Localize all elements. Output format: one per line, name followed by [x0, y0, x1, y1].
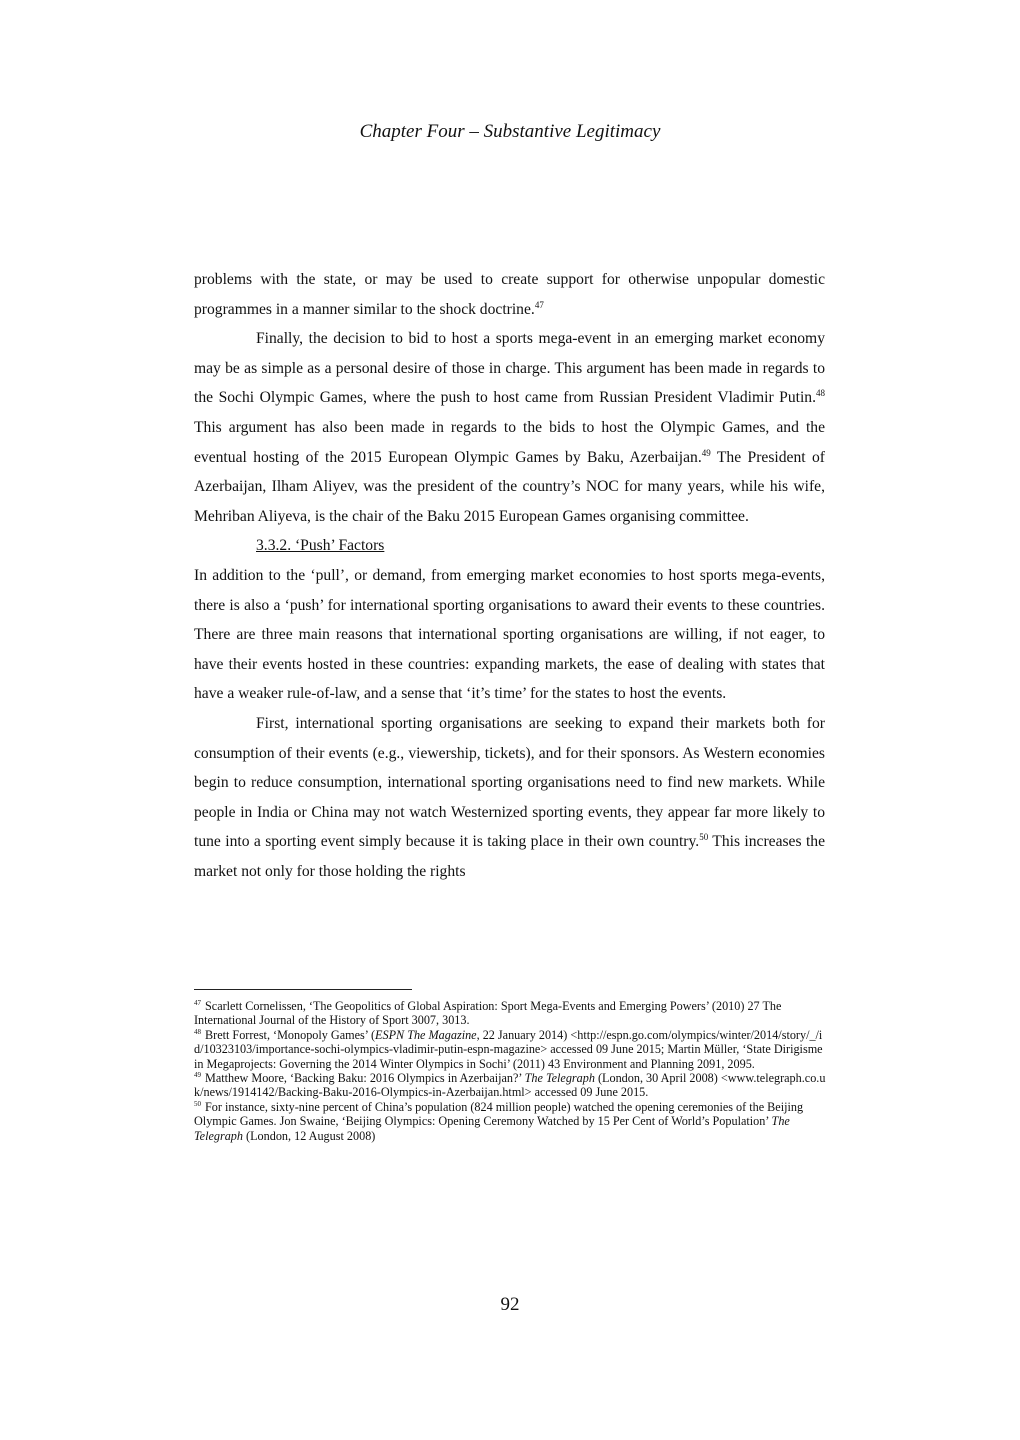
body-text	[194, 265, 825, 886]
paragraph-4-text-b: This increases the market not only for those holding the rights	[194, 833, 825, 880]
page-number: 92	[500, 1294, 520, 1315]
paragraph-2	[194, 324, 825, 531]
section-heading	[194, 531, 825, 561]
footnote-text: Matthew Moore, ‘Backing Baku: 2016 Olympics in Azerbaijan?’	[205, 1071, 525, 1086]
footnote-number: 49	[194, 1070, 201, 1079]
footnote-ref-47[interactable]: 47	[534, 299, 544, 310]
footnote-ref-48[interactable]: 48	[816, 388, 825, 399]
paragraph-3: In addition to the ‘pull’, or demand, from emerging market economies to host sports mega-events, there is also a ‘push’ for international sporting organisations to award their events to these countries. There are three main reasons that international sporting organisations are willing, if not eager, to have their events hosted in these countries: expanding markets, the ease of dealing with states that have a weaker rule-of-law, and a sense that ‘it’s time’ for the states to host the events.	[194, 566, 825, 703]
paragraph-2-text-c: The President of Azerbaijan, Ilham Aliyev, was the president of the country’s NOC for many years, while his wife, Mehriban Aliyeva, is the chair of the Baku 2015 European Games organising committee.	[194, 448, 825, 525]
footnote-text: Scarlett Cornelissen, ‘The Geopolitics of Global Aspiration: Sport Mega-Events and Emerging Powers’ (2010) 27 The International Journal of the History of Sport 3007, 3013.	[194, 999, 782, 1028]
paragraph-2-text-a: Finally, the decision to bid to host a sports mega-event in an emerging market economy may be as simple as a personal desire of those in charge. This argument has been made in regards to the Sochi Olympic Games, where the push to host came from Russian President Vladimir Putin.	[194, 330, 825, 407]
footnote-text: For instance, sixty-nine percent of China’s population (824 million people) watched the opening ceremonies of the Beijing Olympic Games. Jon Swaine, ‘Beijing Olympics: Opening Ceremony Watched by 15 Per Cent of World’s Population’	[194, 1099, 804, 1129]
footnote-url[interactable]: <www.telegraph.co.uk/news/1914142/Backing-Baku-2016-Olympics-in-Azerbaijan.html>	[194, 1071, 826, 1100]
section-heading-text: 3.3.2. ‘Push’ Factors	[256, 537, 385, 555]
footnote-48	[194, 1028, 826, 1071]
footnote-italic-title: The Telegraph	[194, 1114, 790, 1143]
footnote-number: 48	[194, 1027, 201, 1036]
paragraph-4	[194, 709, 825, 887]
footnote-text: (London, 30 April 2008)	[594, 1071, 721, 1086]
footnote-ref-50[interactable]: 50	[699, 832, 709, 843]
footnote-text: (London, 12 August 2008)	[242, 1128, 376, 1143]
footnote-separator	[194, 989, 412, 990]
footnote-ref-49[interactable]: 49	[701, 447, 711, 458]
footnote-italic-title: The Telegraph	[524, 1071, 595, 1086]
footnote-50	[194, 1100, 826, 1143]
footnote-italic-title: ESPN The Magazine	[375, 1027, 477, 1042]
paragraph-1	[194, 265, 825, 324]
footnote-text: Brett Forrest, ‘Monopoly Games’ (	[205, 1027, 376, 1042]
footnote-text: accessed 09 June 2015.	[531, 1085, 649, 1100]
footnote-number: 47	[194, 998, 201, 1007]
footnote-number: 50	[194, 1099, 201, 1108]
footnotes	[194, 999, 826, 1143]
footnote-47	[194, 999, 826, 1028]
running-header: Chapter Four – Substantive Legitimacy	[359, 121, 661, 142]
paragraph-2-text-b: This argument has also been made in regards to the bids to host the Olympic Games, and the eventual hosting of the 2015 European Olympic Games by Baku, Azerbaijan.	[194, 418, 825, 466]
footnote-url[interactable]: <http://espn.go.com/olympics/winter/2014/story/_/id/10323103/importance-sochi-olympics-vladimir-putin-espn-magazine>	[194, 1027, 823, 1057]
footnote-text: , 22 January 2014)	[476, 1027, 571, 1042]
paragraph-4-text-a: First, international sporting organisations are seeking to expand their markets both for consumption of their events (e.g., viewership, tickets), and for their sponsors. As Western economies begin to reduce consumption, international sporting organisations need to find new markets. While people in India or China may not watch Westernized sporting events, they appear far more likely to tune into a sporting event simply because it is taking place in their own country.	[194, 714, 825, 851]
footnote-text: accessed 09 June 2015; Martin Müller, ‘State Dirigisme in Megaprojects: Governing the 2014 Winter Olympics in Sochi’ (2011) 43 Environment and Planning 2091, 2095.	[194, 1042, 823, 1071]
paragraph-1-text: problems with the state, or may be used to create support for otherwise unpopular domestic programmes in a manner similar to the shock doctrine.	[194, 271, 825, 318]
footnote-49	[194, 1071, 826, 1100]
